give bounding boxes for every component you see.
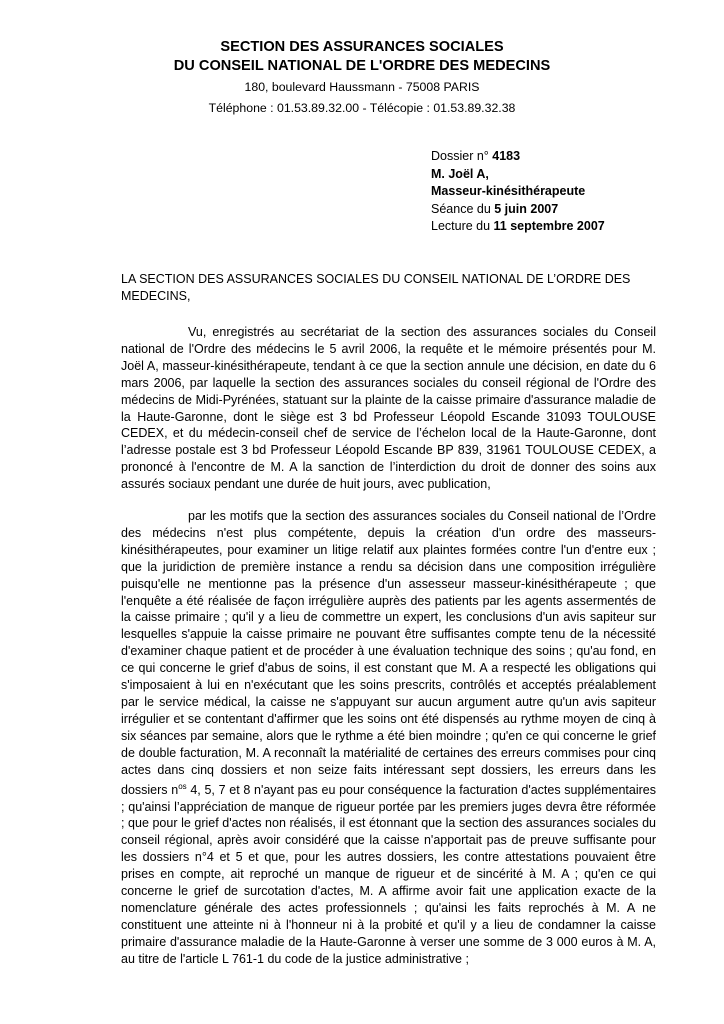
lecture-label: Lecture du — [431, 219, 494, 234]
paragraph-motifs-part1: par les motifs que la section des assurances sociales du Conseil national de l’Ordre des médecins n'est plus compétente, depuis la création d'un ordre des masseurs-kinésithérapeutes, pour examiner un litige relatif aux plaintes formées contre l'un d'entre eux ; que la juridiction de première instance a rendu sa décision dans une composition irrégulière puisqu'elle ne mentionne pas la présence d'un assesseur masseur-kinésithérapeute ; que l'enquête a été réalisée de façon irrégulière auprès des patients par les agents assermentés de la caisse primaire ; qu'il y a lieu de commettre un expert, les conclusions d'un avis sapiteur sur lesquelles s'appuie la caisse primaire ne pouvant être suffisantes compte tenu de la nécessité d'examiner chaque patient et de procéder à une évaluation technique des soins ; qu'au fond, en ce qui concerne le grief d'abus de soins, il est constant que M. A a respecté les obligations qui s'imposaient à lui en n'exécutant que les soins prescrits, contrôlés et acceptés préalablement par le service médical, la caisse ne s'appuyant sur aucun argument autre qu'un avis sapiteur irrégulier et se contentant d'affirmer que les soins ont été dispensés au rythme moyen de cinq à six séances par semaine, alors que le rythme a été bien moindre ; qu'en ce qui concerne le grief de double facturation, M. A reconnaît la matérialité de certaines des erreurs commises pour cinq actes dans cinq dossiers et non seize faits intéressant sept dossiers, les erreurs dans les dossiers n — [121, 509, 656, 797]
superscript-os: os — [178, 781, 187, 791]
case-profession: Masseur-kinésithérapeute — [431, 184, 586, 199]
paragraph-motifs — [121, 508, 656, 968]
section-title: LA SECTION DES ASSURANCES SOCIALES DU CONSEIL NATIONAL DE L’ORDRE DES MEDECINS, — [121, 272, 631, 303]
header-phone: Téléphone : 01.53.89.32.00 - Télécopie : 01.53.89.32.38 — [208, 101, 516, 115]
dossier-line — [431, 148, 605, 166]
lecture-line — [431, 218, 605, 236]
document-header — [0, 38, 724, 116]
header-title-line1: SECTION DES ASSURANCES SOCIALES — [220, 39, 504, 55]
dossier-label: Dossier n° — [431, 149, 493, 163]
case-name: M. Joël A, — [431, 166, 489, 181]
dossier-number: 4183 — [492, 149, 521, 163]
case-info — [431, 148, 605, 236]
seance-line — [431, 201, 605, 219]
header-address: 180, boulevard Haussmann - 75008 PARIS — [244, 80, 480, 94]
seance-date: 5 juin 2007 — [494, 201, 559, 216]
paragraph-motifs-part2: 4, 5, 7 et 8 n'ayant pas eu pour conséquence la facturation d'actes supplémentaires ; qu'ainsi l’appréciation de manque de rigueur portée par les premiers juges devra être réformée ; que pour le grief d'actes non réalisés, il est étonnant que la section des assurances sociales du conseil régional, après avoir considéré que la caisse n'apportait pas de preuve suffisante pour les dossiers n°4 et 5 et que, pour les autres dossiers, les contre attestations pouvaient être prises en compte, ait reproché un manque de rigueur et de sincérité à M. A ; qu'en ce qui concerne le grief de surcotation d'actes, M. A affirme avoir fait une application exacte de la nomenclature générale des actes professionnels ; qu'ainsi les faits reprochés à M. A ne constituent une atteinte ni à l'honneur ni à la probité et qu'il y a lieu de condamner la caisse primaire d'assurance maladie de la Haute-Garonne à verser une somme de 3 000 euros à M. A, au titre de l'article L 761-1 du code de la justice administrative ; — [121, 782, 656, 966]
header-title-line2: DU CONSEIL NATIONAL DE L'ORDRE DES MEDECINS — [173, 58, 551, 74]
paragraph-vu: Vu, enregistrés au secrétariat de la section des assurances sociales du Conseil national de l'Ordre des médecins le 5 avril 2006, la requête et le mémoire présentés pour M. Joël A, masseur-kinésithérapeute, tendant à ce que la section annule une décision, en date du 6 mars 2006, par laquelle la section des assurances sociales du conseil régional de l'Ordre des médecins de Midi-Pyrénées, statuant sur la plainte de la caisse primaire d'assurance maladie de la Haute-Garonne, dont le siège est 3 bd Professeur Léopold Escande 31093 TOULOUSE CEDEX, et du médecin-conseil chef de service de l’échelon local de la Haute-Garonne, dont l’adresse postale est 3 bd Professeur Léopold Escande BP 839, 31961 TOULOUSE CEDEX, a prononcé à l'encontre de M. A la sanction de l’interdiction du droit de donner des soins aux assurés sociaux pendant une durée de huit jours, avec publication, — [121, 325, 656, 492]
seance-label: Séance du — [431, 201, 495, 216]
lecture-date: 11 septembre 2007 — [493, 219, 605, 234]
